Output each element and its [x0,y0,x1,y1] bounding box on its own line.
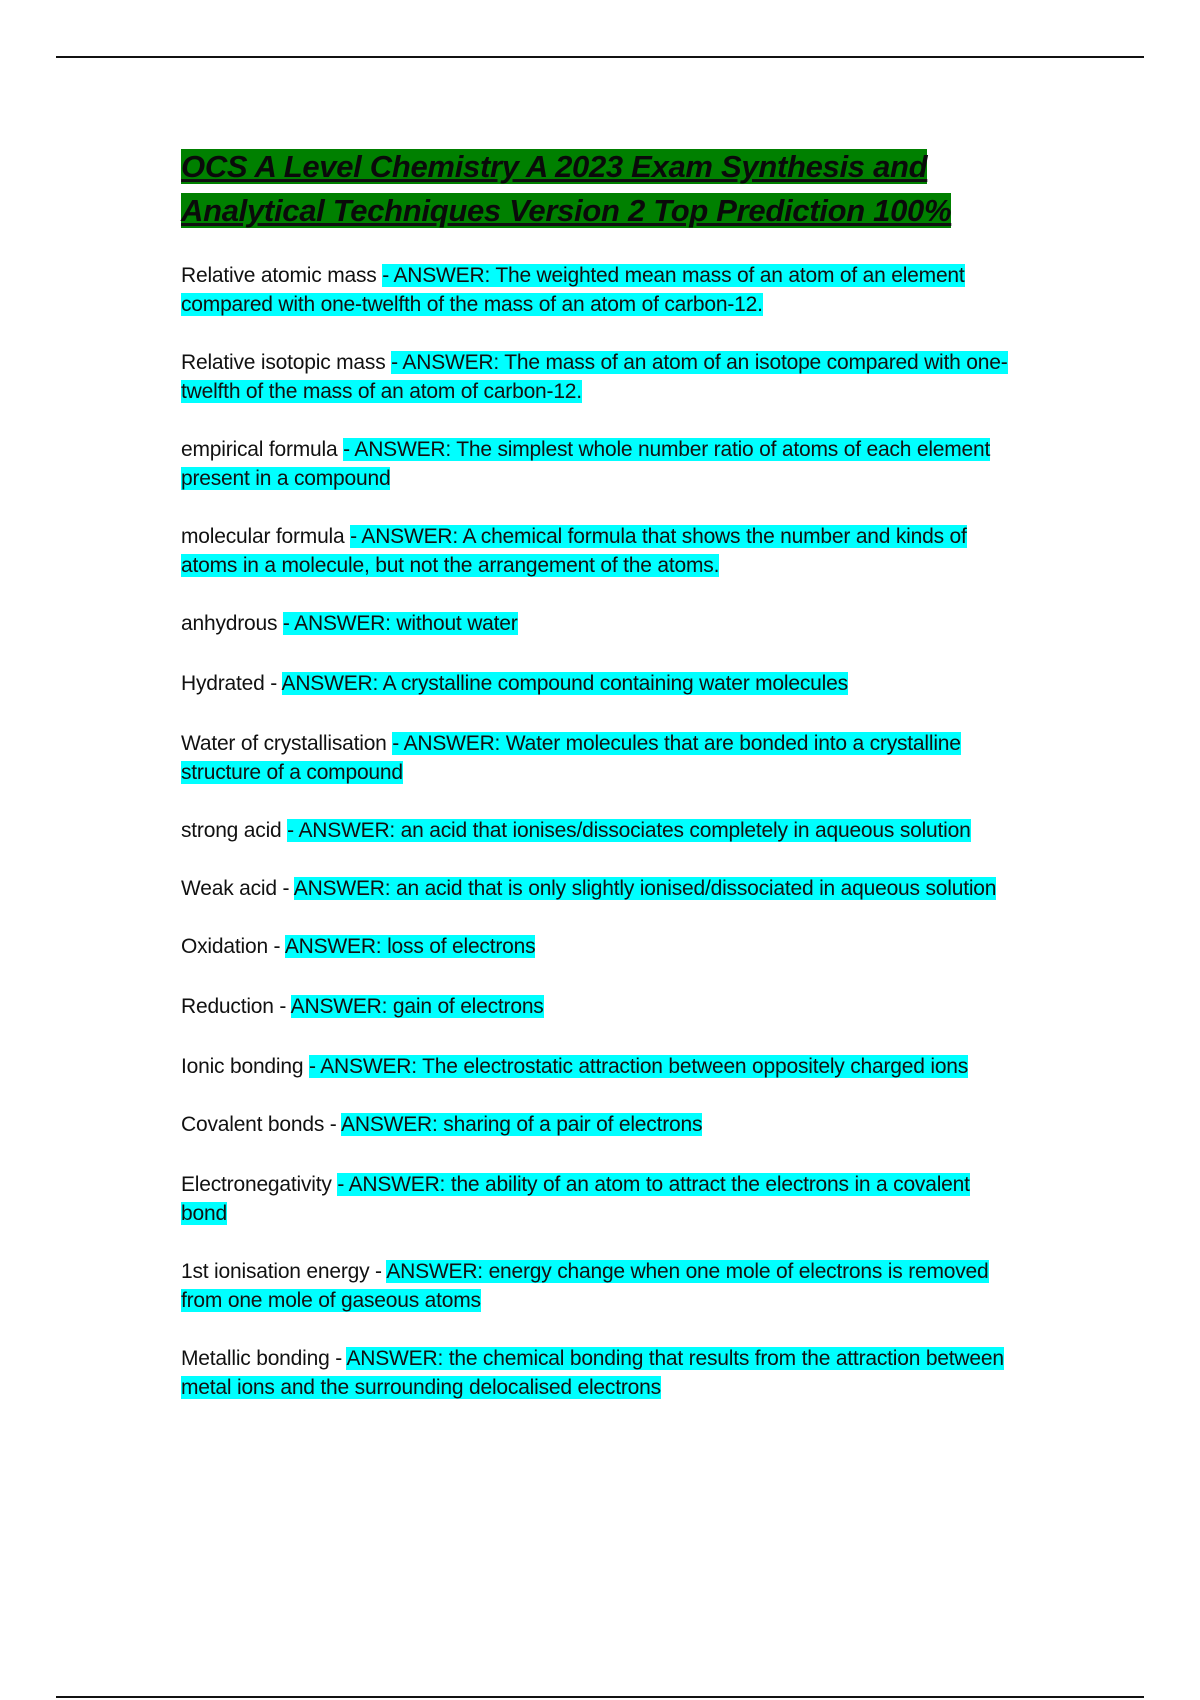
qa-term: anhydrous [181,612,283,635]
qa-answer: - ANSWER: The mass of an atom of an isotope compared with one-twelfth of the mass of an atom of carbon-12. [181,351,1008,403]
qa-answer: - ANSWER: A chemical formula that shows the number and kinds of atoms in a molecule, but not the arrangement of the atoms. [181,525,967,577]
qa-item [181,348,1021,406]
qa-term: 1st ionisation energy - [181,1260,387,1283]
qa-term: Hydrated - [181,672,282,695]
qa-term: strong acid [181,819,288,842]
qa-answer: - ANSWER: The simplest whole number ratio of atoms of each element present in a compound [181,438,991,490]
qa-term: Weak acid - [181,877,294,900]
document-page [181,145,1021,1431]
qa-item [181,609,1021,638]
qa-answer: - ANSWER: Water molecules that are bonded into a crystalline structure of a compound [181,732,961,784]
qa-item [181,1052,1021,1081]
qa-item [181,1110,1021,1139]
qa-answer: ANSWER: an acid that is only slightly ionised/dissociated in aqueous solution [293,877,997,900]
qa-answer: - ANSWER: the ability of an atom to attract the electrons in a covalent bond [181,1173,970,1225]
qa-item [181,992,1021,1021]
qa-answer: ANSWER: energy change when one mole of electrons is removed from one mole of gaseous atoms [181,1260,989,1312]
qa-term: Relative atomic mass [181,264,383,287]
bottom-rule [56,1696,1144,1698]
qa-item [181,816,1021,845]
top-rule [56,56,1144,58]
qa-item [181,261,1021,319]
qa-answer: - ANSWER: without water [282,612,518,635]
qa-term: Ionic bonding [181,1055,309,1078]
qa-item [181,522,1021,580]
qa-item [181,1170,1021,1228]
qa-answer: - ANSWER: The weighted mean mass of an atom of an element compared with one-twelfth of the mass of an atom of carbon-12. [181,264,965,316]
qa-term: Water of crystallisation [181,732,393,755]
qa-item [181,669,1021,698]
qa-answer: ANSWER: sharing of a pair of electrons [341,1113,703,1136]
qa-answer: - ANSWER: an acid that ionises/dissociates completely in aqueous solution [287,819,971,842]
qa-answer: ANSWER: A crystalline compound containing water molecules [281,672,848,695]
qa-item [181,729,1021,787]
qa-item [181,1344,1021,1402]
qa-answer: ANSWER: the chemical bonding that results from the attraction between metal ions and the surrounding delocalised electrons [181,1347,1004,1399]
qa-term: molecular formula [181,525,351,548]
qa-answer: ANSWER: gain of electrons [290,995,544,1018]
document-title [181,145,1021,233]
qa-list [181,261,1021,1402]
qa-item [181,1257,1021,1315]
document-title-text: OCS A Level Chemistry A 2023 Exam Synthesis and Analytical Techniques Version 2 Top Prediction 100% [181,149,952,228]
qa-item [181,874,1021,903]
qa-term: Oxidation - [181,935,285,958]
qa-term: Metallic bonding - [181,1347,347,1370]
qa-term: Electronegativity [181,1173,338,1196]
qa-term: Relative isotopic mass [181,351,392,374]
qa-item [181,932,1021,961]
qa-term: Reduction - [181,995,291,1018]
qa-term: Covalent bonds - [181,1113,342,1136]
qa-answer: ANSWER: loss of electrons [284,935,536,958]
qa-answer: - ANSWER: The electrostatic attraction between oppositely charged ions [308,1055,969,1078]
qa-item [181,435,1021,493]
qa-term: empirical formula [181,438,344,461]
